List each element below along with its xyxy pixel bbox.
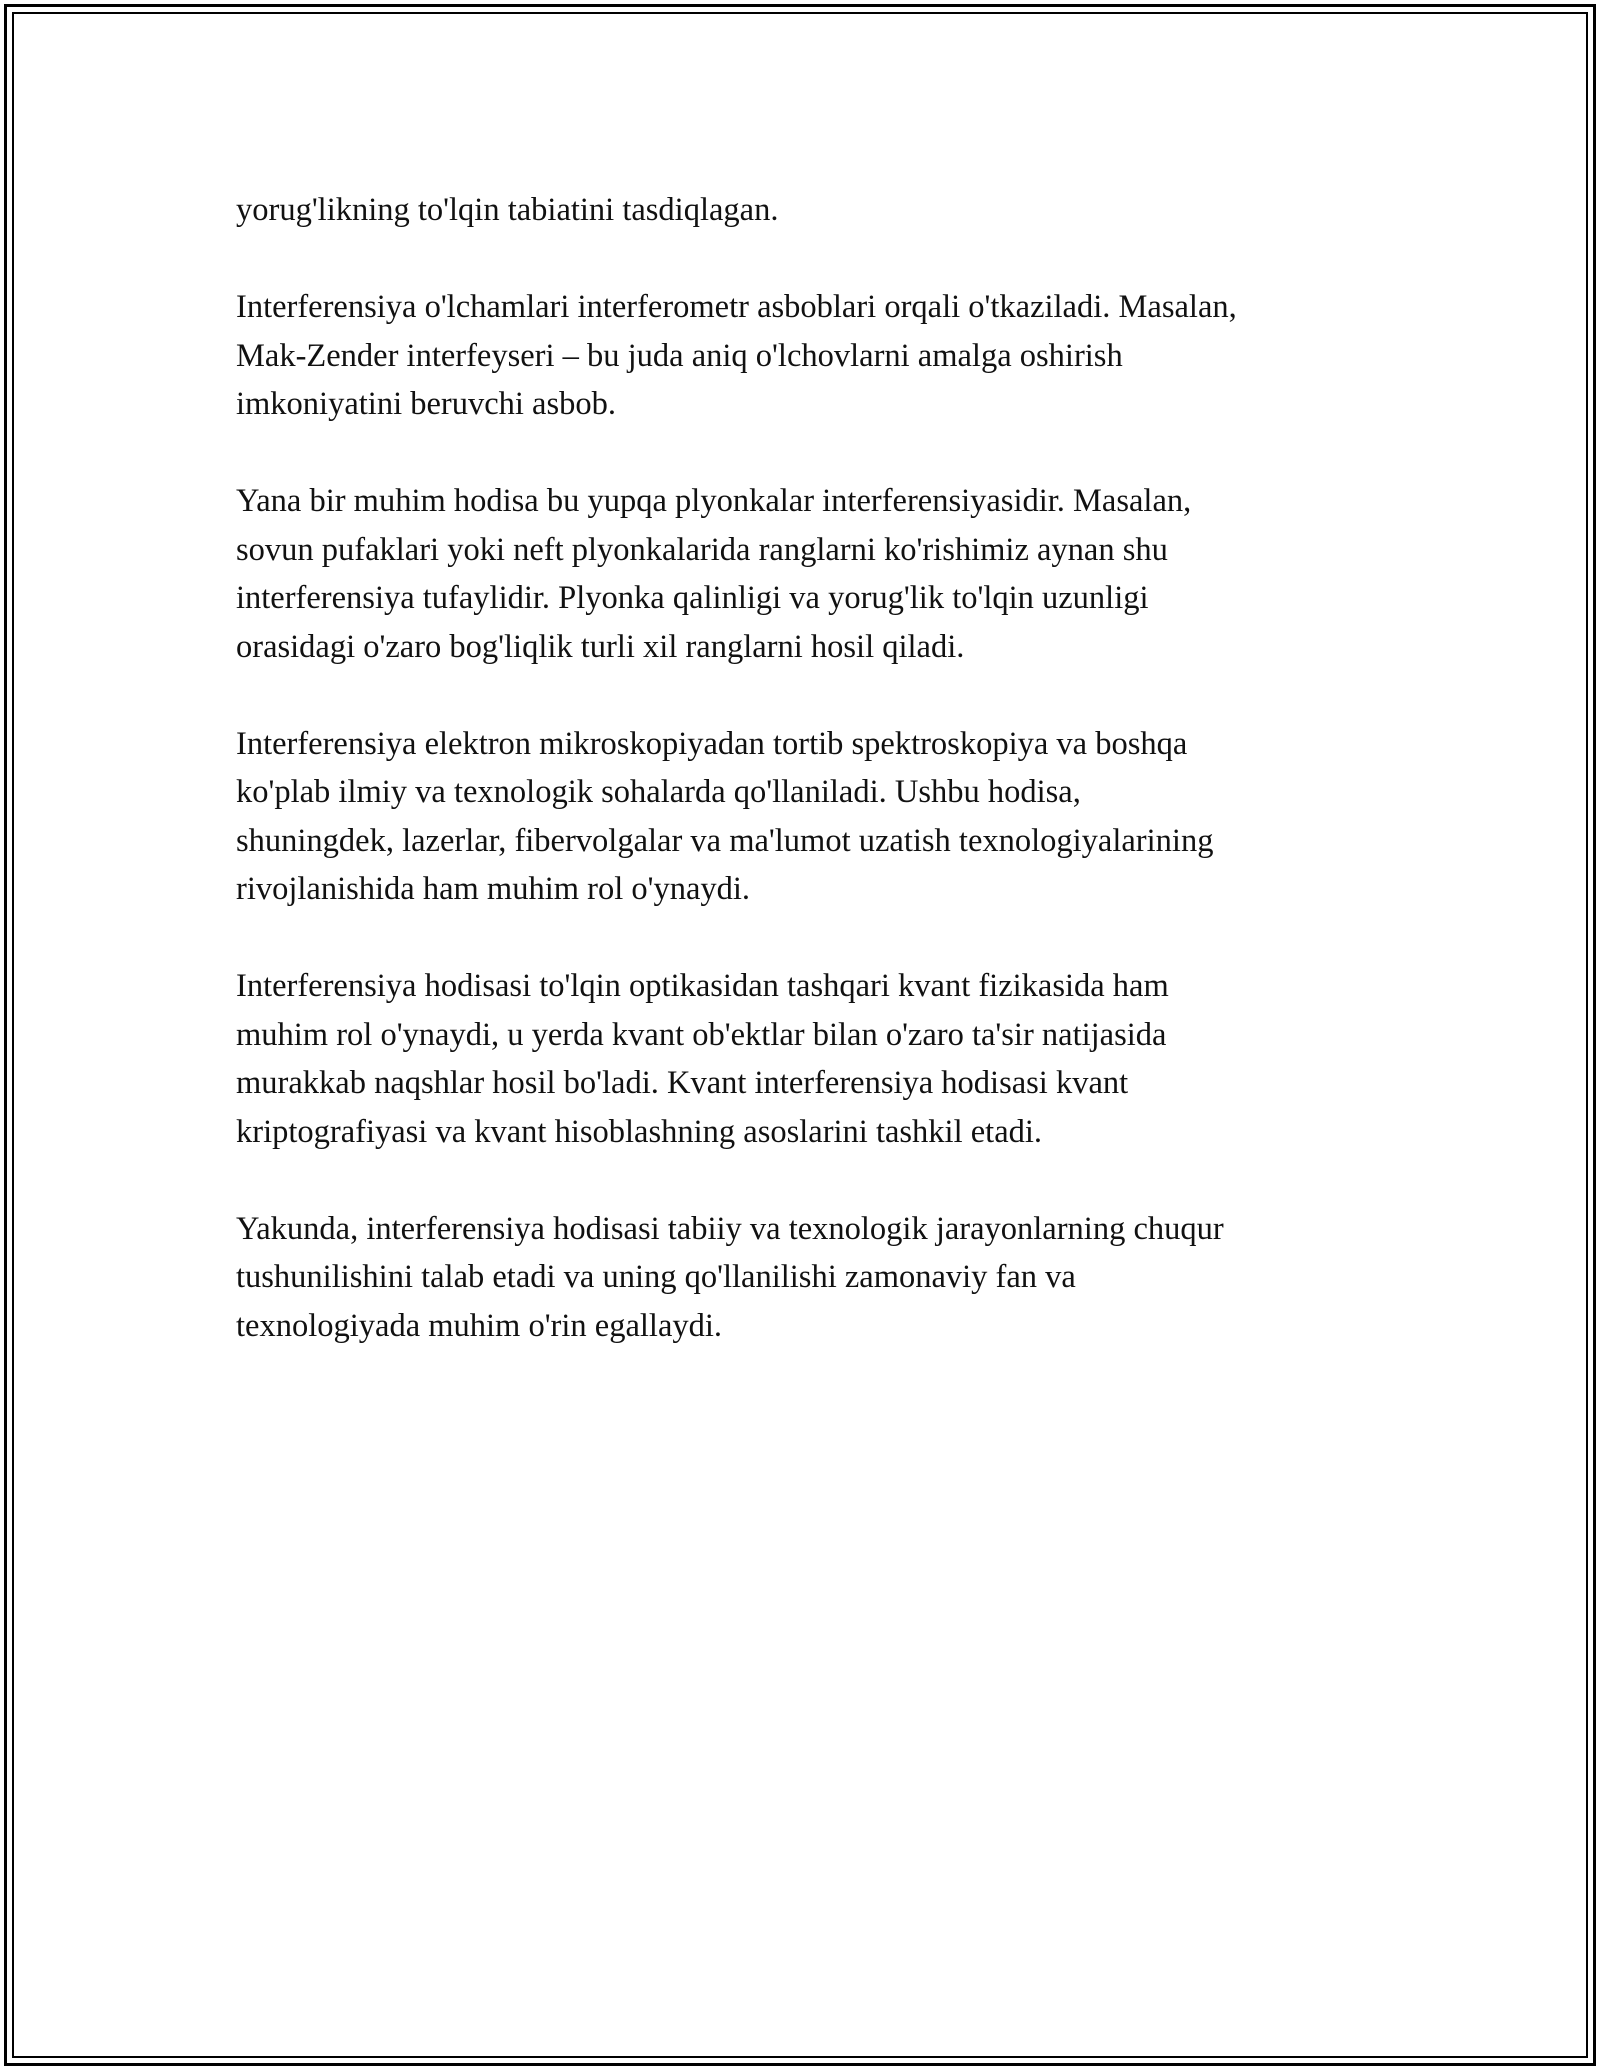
paragraph-3: Yana bir muhim hodisa bu yupqa plyonkalar interferensiyasidir. Masalan, sovun pufaklari yoki neft plyonkalarida ranglarni ko'rishimiz aynan shu interferensiya tufaylidir. Plyonka qalinligi va yorug'lik to'lqin uzunligi orasidagi o'zaro bog'liqlik turli xil ranglarni hosil qiladi. (236, 483, 1192, 665)
paragraph-4: Interferensiya elektron mikroskopiyadan tortib spektroskopiya va boshqa ko'plab ilmiy va texnologik sohalarda qo'llaniladi. Ushbu hodisa, shuningdek, lazerlar, fibervolgalar va ma'lumot uzatish texnologiyalarining rivojlanishida ham muhim rol o'ynaydi. (236, 725, 1214, 907)
paragraph-6: Yakunda, interferensiya hodisasi tabiiy va texnologik jarayonlarning chuqur tushunilishini talab etadi va uning qo'llanilishi zamonaviy fan va texnologiyada muhim o'rin egallaydi. (236, 1210, 1224, 1344)
paragraph-2: Interferensiya o'lchamlari interferometr asboblari orqali o'tkaziladi. Masalan, Mak-Zender interfeyseri – bu juda aniq o'lchovlarni amalga oshirish imkoniyatini beruvchi asbob. (236, 289, 1237, 422)
document-body (236, 186, 1386, 1399)
paragraph-1: yorug'likning to'lqin tabiatini tasdiqlagan. (236, 192, 779, 228)
paragraph-5: Interferensiya hodisasi to'lqin optikasidan tashqari kvant fizikasida ham muhim rol o'ynaydi, u yerda kvant ob'ektlar bilan o'zaro ta'sir natijasida murakkab naqshlar hosil bo'ladi. Kvant interferensiya hodisasi kvant kriptografiyasi va kvant hisoblashning asoslarini tashkil etadi. (236, 968, 1169, 1150)
